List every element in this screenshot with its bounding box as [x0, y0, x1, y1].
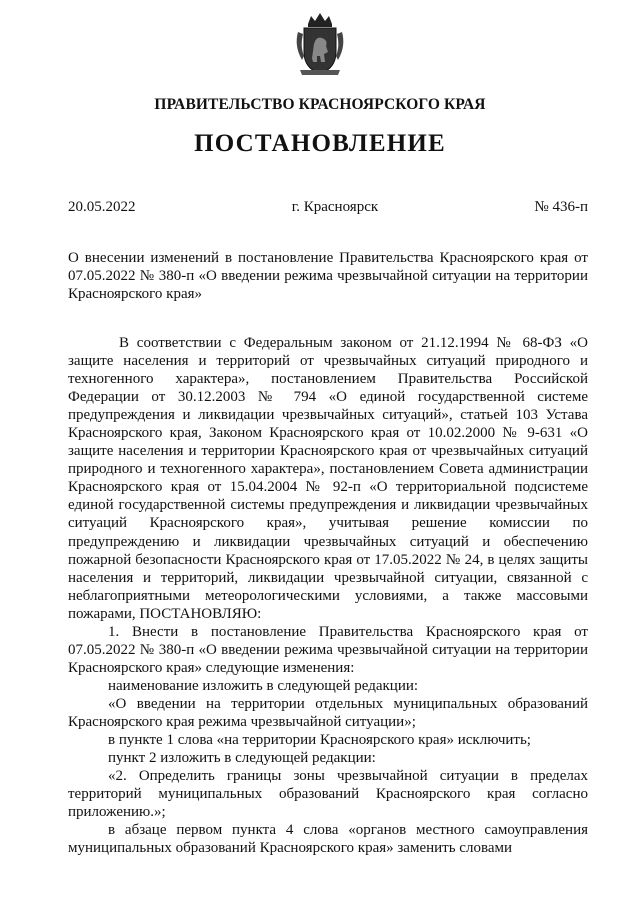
body-paragraph: 1. Внести в постановление Правительства Красноярского края от 07.05.2022 № 380-п «О введении режима чрезвычайной ситуации на территории Красноярского края» следующие изменения:: [68, 623, 588, 676]
body-paragraph: в пункте 1 слова «на территории Красноярского края» исключить;: [108, 732, 531, 749]
document-subject: О внесении изменений в постановление Правительства Красноярского края от 07.05.2022 № 380-п «О введении режима чрезвычайной ситуации на территории Красноярского края»: [68, 250, 588, 302]
document-body: [68, 334, 588, 857]
body-paragraph: в абзаце первом пункта 4 слова «органов местного самоуправления муниципальных образований Красноярского края» заменить словами: [68, 822, 588, 857]
document-meta-row: [68, 199, 588, 216]
preamble-paragraph: В соответствии с Федеральным законом от 21.12.1994 № 68-ФЗ «О защите населения и территорий от чрезвычайных ситуаций природного и техногенного характера», постановлением Правительства Российской Федерации от 30.12.2003 № 794 «О единой государственной системе предупреждения и ликвидации чрезвычайных ситуаций», статьей 103 Устава Красноярского края, Законом Красноярского края от 10.02.2000 № 9-631 «О защите населения и территории Красноярского края от чрезвычайных ситуаций природного и техногенного характера», постановлением Совета администрации Красноярского края от 15.04.2004 № 92-п «О территориальной подсистеме единой государственной системы предупреждения и ликвидации чрезвычайных ситуаций Красноярского края», учитывая решение комиссии по предупреждению и ликвидации чрезвычайных ситуаций и обеспечению пожарной безопасности Красноярского края от 17.05.2022 № 24, в целях защиты населения и территорий, ликвидации чрезвычайной ситуации, связанной с неблагоприятными метеорологическими условиями, а также массовыми пожарами, ПОСТАНОВЛЯЮ:: [68, 335, 588, 622]
document-date: 20.05.2022: [68, 199, 136, 215]
body-paragraph: «О введении на территории отдельных муниципальных образований Красноярского края режима чрезвычайной ситуации»;: [68, 695, 588, 730]
body-paragraph: наименование изложить в следующей редакции:: [108, 677, 419, 694]
document-number: № 436-п: [534, 199, 588, 215]
government-name: ПРАВИТЕЛЬСТВО КРАСНОЯРСКОГО КРАЯ: [154, 96, 486, 113]
body-paragraph: «2. Определить границы зоны чрезвычайной ситуации в пределах территорий муниципальных образований Красноярского края согласно приложению.»;: [68, 768, 588, 821]
body-paragraph: пункт 2 изложить в следующей редакции:: [108, 750, 376, 767]
document-city: г. Красноярск: [291, 199, 379, 215]
krasnoyarsk-coat-of-arms-icon: [292, 10, 348, 78]
document-type-title: ПОСТАНОВЛЕНИЕ: [194, 130, 446, 157]
